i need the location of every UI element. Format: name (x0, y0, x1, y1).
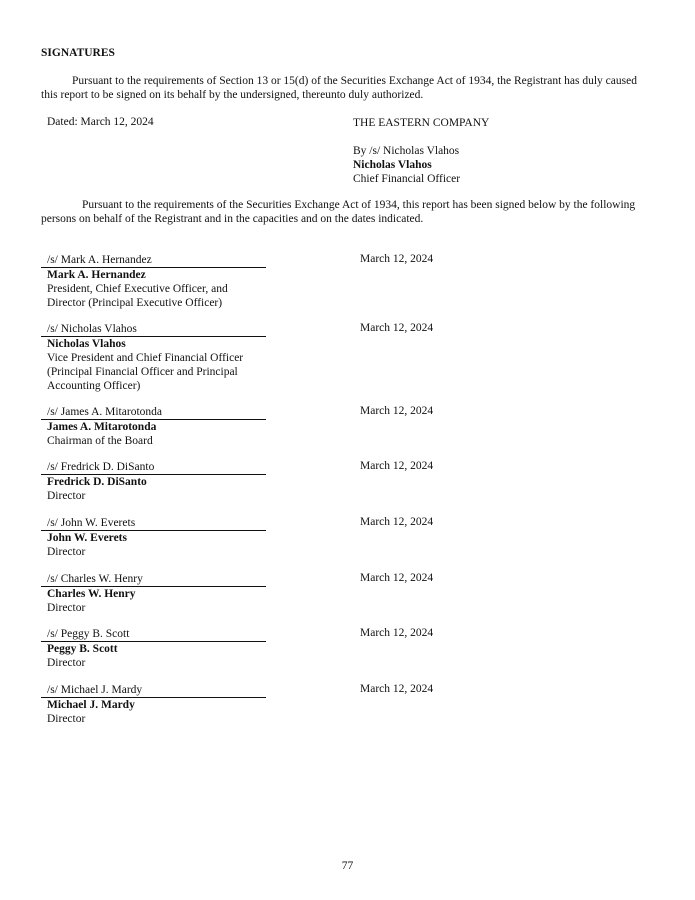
signature-block (47, 460, 266, 503)
signer-title: President, Chief Executive Officer, and (47, 283, 228, 295)
signature-block (47, 322, 266, 393)
signer-title: Director (47, 657, 86, 669)
second-paragraph (41, 198, 661, 226)
signer-name: Charles W. Henry (47, 588, 136, 600)
page-heading: SIGNATURES (41, 47, 115, 59)
company-signer-title: Chief Financial Officer (353, 173, 461, 185)
signer-name: Peggy B. Scott (47, 643, 118, 655)
signature-line: /s/ James A. Mitarotonda (41, 405, 266, 420)
company-by: By /s/ Nicholas Vlahos (353, 145, 460, 157)
signature-block (47, 253, 266, 310)
dated-line: Dated: March 12, 2024 (47, 116, 154, 128)
signer-title: Director (47, 602, 86, 614)
signature-block (47, 683, 266, 726)
company-signer-name: Nicholas Vlahos (353, 159, 432, 171)
company-name: THE EASTERN COMPANY (353, 117, 490, 129)
signer-title: Vice President and Chief Financial Officer (47, 352, 244, 364)
signature-line: /s/ Fredrick D. DiSanto (41, 460, 266, 475)
signer-name: James A. Mitarotonda (47, 421, 157, 433)
signature-date: March 12, 2024 (360, 460, 434, 472)
signature-block (47, 405, 266, 448)
signature-line: /s/ Charles W. Henry (41, 572, 266, 587)
signature-date: March 12, 2024 (360, 516, 434, 528)
signer-name: Mark A. Hernandez (47, 269, 146, 281)
signer-title: Director (47, 713, 86, 725)
intro-line-1: Pursuant to the requirements of Section 13 or 15(d) of the Securities Exchange Act of 1934, the Registrant has duly caused (72, 75, 637, 87)
signature-date: March 12, 2024 (360, 322, 434, 334)
signature-date: March 12, 2024 (360, 627, 434, 639)
signer-title: Director (Principal Executive Officer) (47, 297, 223, 309)
signature-date: March 12, 2024 (360, 253, 434, 265)
signer-title: Accounting Officer) (47, 380, 141, 392)
signature-line: /s/ Nicholas Vlahos (41, 322, 266, 337)
signer-name: Fredrick D. DiSanto (47, 476, 147, 488)
intro-line-2: this report to be signed on its behalf by the undersigned, thereunto duly authorized. (41, 89, 424, 101)
signature-date: March 12, 2024 (360, 405, 434, 417)
signer-title: Director (47, 490, 86, 502)
second-line-1: Pursuant to the requirements of the Securities Exchange Act of 1934, this report has been signed below by the following (82, 199, 636, 211)
signature-line: /s/ John W. Everets (41, 516, 266, 531)
signature-block (47, 572, 266, 615)
signature-date: March 12, 2024 (360, 572, 434, 584)
page-number: 77 (341, 860, 354, 872)
signer-name: Michael J. Mardy (47, 699, 135, 711)
signature-line: /s/ Michael J. Mardy (41, 683, 266, 698)
signature-line: /s/ Peggy B. Scott (41, 627, 266, 642)
signer-title: (Principal Financial Officer and Principal (47, 366, 238, 378)
second-line-2: persons on behalf of the Registrant and in the capacities and on the dates indicated. (41, 213, 424, 225)
signature-line: /s/ Mark A. Hernandez (41, 253, 266, 268)
signer-name: Nicholas Vlahos (47, 338, 126, 350)
company-signature-block (353, 116, 489, 186)
signer-title: Director (47, 546, 86, 558)
signature-block (47, 516, 266, 559)
signer-title: Chairman of the Board (47, 435, 153, 447)
intro-paragraph (41, 74, 661, 102)
signer-name: John W. Everets (47, 532, 127, 544)
signature-block (47, 627, 266, 670)
signature-date: March 12, 2024 (360, 683, 434, 695)
